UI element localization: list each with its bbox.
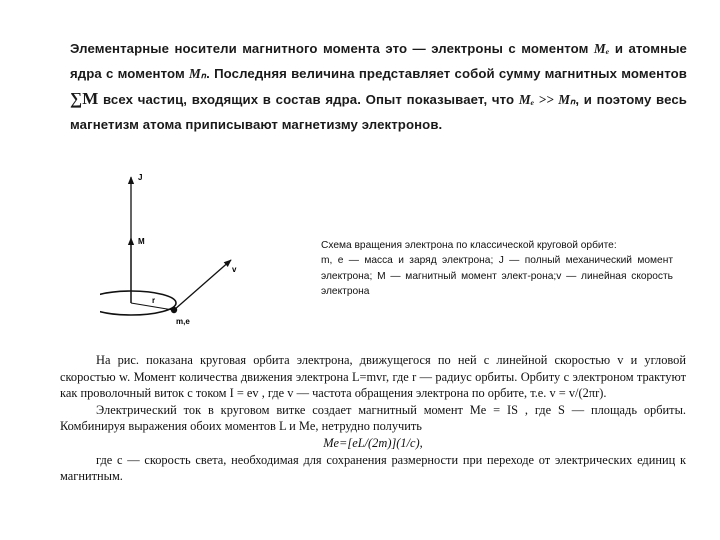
caption-legend: m, e — масса и заряд электрона; J — полный механический момент электрона; M — магнитный момент элект-рона;v — линейная скорость электрона (321, 255, 673, 298)
label-me: m,e (176, 317, 190, 326)
label-r: r (152, 296, 156, 305)
caption-title: Схема вращения электрона по классической круговой орбите: (321, 240, 617, 251)
sum-symbol: ∑M (70, 89, 99, 108)
electron-moment-symbol: Mₑ (593, 41, 610, 56)
label-v: v (232, 265, 237, 274)
moment-inequality: Mₑ >> Mₙ (518, 92, 576, 107)
orbit-ellipse (100, 291, 176, 315)
label-m: M (138, 237, 145, 246)
intro-text-a: Элементарные носители магнитного момента это — электроны с моментом (70, 41, 594, 56)
diagram-caption (321, 238, 673, 300)
magnetic-moment-formula: Me=[eL/(2m)](1/c), (323, 435, 423, 450)
body-paragraph-1: На рис. показана круговая орбита электрона, движущегося по ней с линейной скоростью v и угловой скоростью w. Момент количества движения электрона L=mvr, где r — радиус орбиты. Орбиту с электроном трактуют как проволочный виток с током I = ev , где v — частота обращения электрона по орбите, т.е. v = v/(2πr). (60, 353, 686, 401)
intro-text-c: . Последняя величина представляет собой сумму магнитных моментов (206, 66, 687, 81)
body-paragraph-2: Электрический ток в круговом витке создает магнитный момент Me = IS , где S — площадь орбиты. Комбинируя выражения обоих моментов L и Me, нетрудно получить (60, 402, 686, 434)
body-paragraph-3: где c — скорость света, необходимая для сохранения размерности при переходе от электрических единиц к магнитным. (60, 452, 686, 484)
intro-text-e: , и поэтому весь магнетизм атома приписывают магнетизму электронов. (70, 92, 687, 132)
label-j: J (138, 173, 143, 182)
intro-block (32, 36, 687, 137)
orbit-diagram (100, 170, 310, 330)
nucleus-moment-symbol: Mₙ (188, 66, 207, 81)
body-text (60, 352, 686, 485)
intro-paragraph (32, 36, 687, 137)
velocity-arrow (174, 260, 231, 310)
intro-text-b: и атомные ядра с моментом (70, 41, 687, 81)
intro-text-d: всех частиц, входящих в состав ядра. Опыт показывает, что (98, 92, 519, 107)
